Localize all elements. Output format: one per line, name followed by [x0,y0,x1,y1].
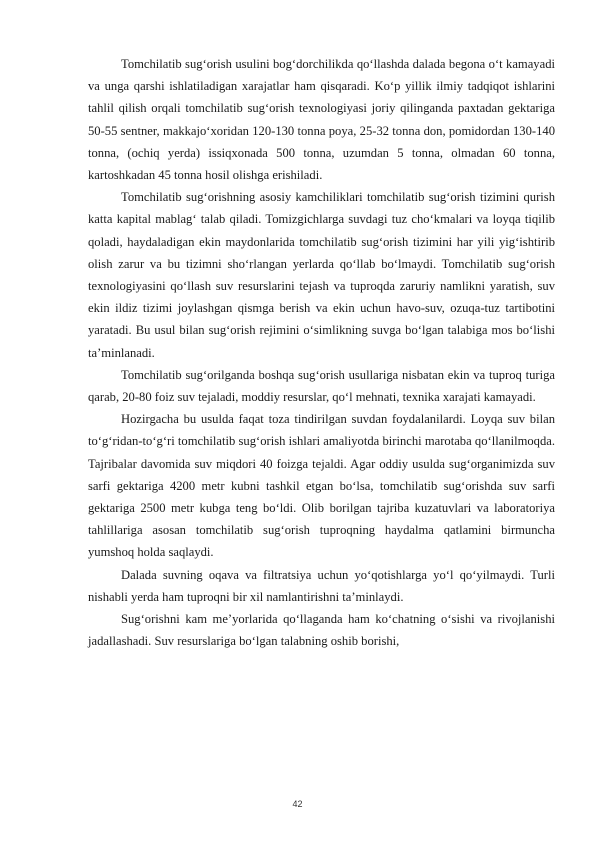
paragraph-2: Tomchilatib sug‘orishning asosiy kamchiliklari tomchilatib sug‘orish tizimini qurish katta kapital mablag‘ talab qiladi. Tomizgichlarga suvdagi tuz cho‘kmalari va loyqa tiqilib qoladi, haydaladigan ekin maydonlarida tomchilatib sug‘orish tizimini har yili yig‘ishtirib olish zarur va bu tizimni sho‘rlangan yerlarda qo‘llab bo‘lmaydi. Tomchilatib sug‘orish texnologiyasini qo‘llash suv resurslarini tejash va tuproqda zaruriy namlikni yaratish, suv ekin ildiz tizimi joylashgan qismga berish va ekin uchun havo-suv, ozuqa-tuz tartibotini yaratadi. Bu usul bilan sug‘orish rejimini o‘simlikning suvga bo‘lgan talabiga mos bo‘lishi ta’minlanadi. [88,190,555,360]
document-page [88,53,555,652]
paragraph-6: Sug‘orishni kam me’yorlarida qo‘llaganda ham ko‘chatning o‘sishi va rivojlanishi jadallashadi. Suv resurslariga bo‘lgan talabning oshib borishi, [88,612,555,649]
page-number: 42 [292,799,303,809]
paragraph-1: Tomchilatib sug‘orish usulini bog‘dorchilikda qo‘llashda dalada begona o‘t kamayadi va unga qarshi ishlatiladigan xarajatlar ham qisqaradi. Ko‘p yillik ilmiy tadqiqot ishlarini tahlil qilish orqali tomchilatib sug‘orish texnologiyasi joriy qilinganda paxtadan gektariga 50-55 sentner, makkajo‘xoridan 120-130 tonna poya, 25-32 tonna don, pomidordan 130-140 tonna, (ochiq yerda) issiqxonada 500 tonna, uzumdan 5 tonna, olmadan 60 tonna, kartoshkadan 45 tonna hosil olishga erishiladi. [88,57,555,183]
paragraph-5: Dalada suvning oqava va filtratsiya uchun yo‘qotishlarga yo‘l qo‘yilmaydi. Turli nishabli yerda ham tuproqni bir xil namlantirishni ta’minlaydi. [88,567,555,604]
paragraph-3: Tomchilatib sug‘orilganda boshqa sug‘orish usullariga nisbatan ekin va tuproq turiga qarab, 20-80 foiz suv tejaladi, moddiy resurslar, qo‘l mehnati, texnika xarajati kamayadi. [88,367,555,405]
paragraph-4: Hozirgacha bu usulda faqat toza tindirilgan suvdan foydalanilardi. Loyqa suv bilan to‘g‘ridan-to‘g‘ri tomchilatib sug‘orish ishlari amaliyotda birinchi marotaba qo‘llanilmoqda. Tajribalar davomida suv miqdori 40 foizga tejaldi. Agar oddiy usulda sug‘organimizda suv sarfi gektariga 4200 metr kubni tashkil etgan bo‘lsa, tomchilatib sug‘orishda suv sarfi gektariga 2500 metr kubga teng bo‘ldi. Olib borilgan tajriba kuzatuvlari va laboratoriya tahlillariga asosan tomchilatib sug‘orish tuproqning haydalma qatlamini birmuncha yumshoq holda saqlaydi. [88,412,555,560]
